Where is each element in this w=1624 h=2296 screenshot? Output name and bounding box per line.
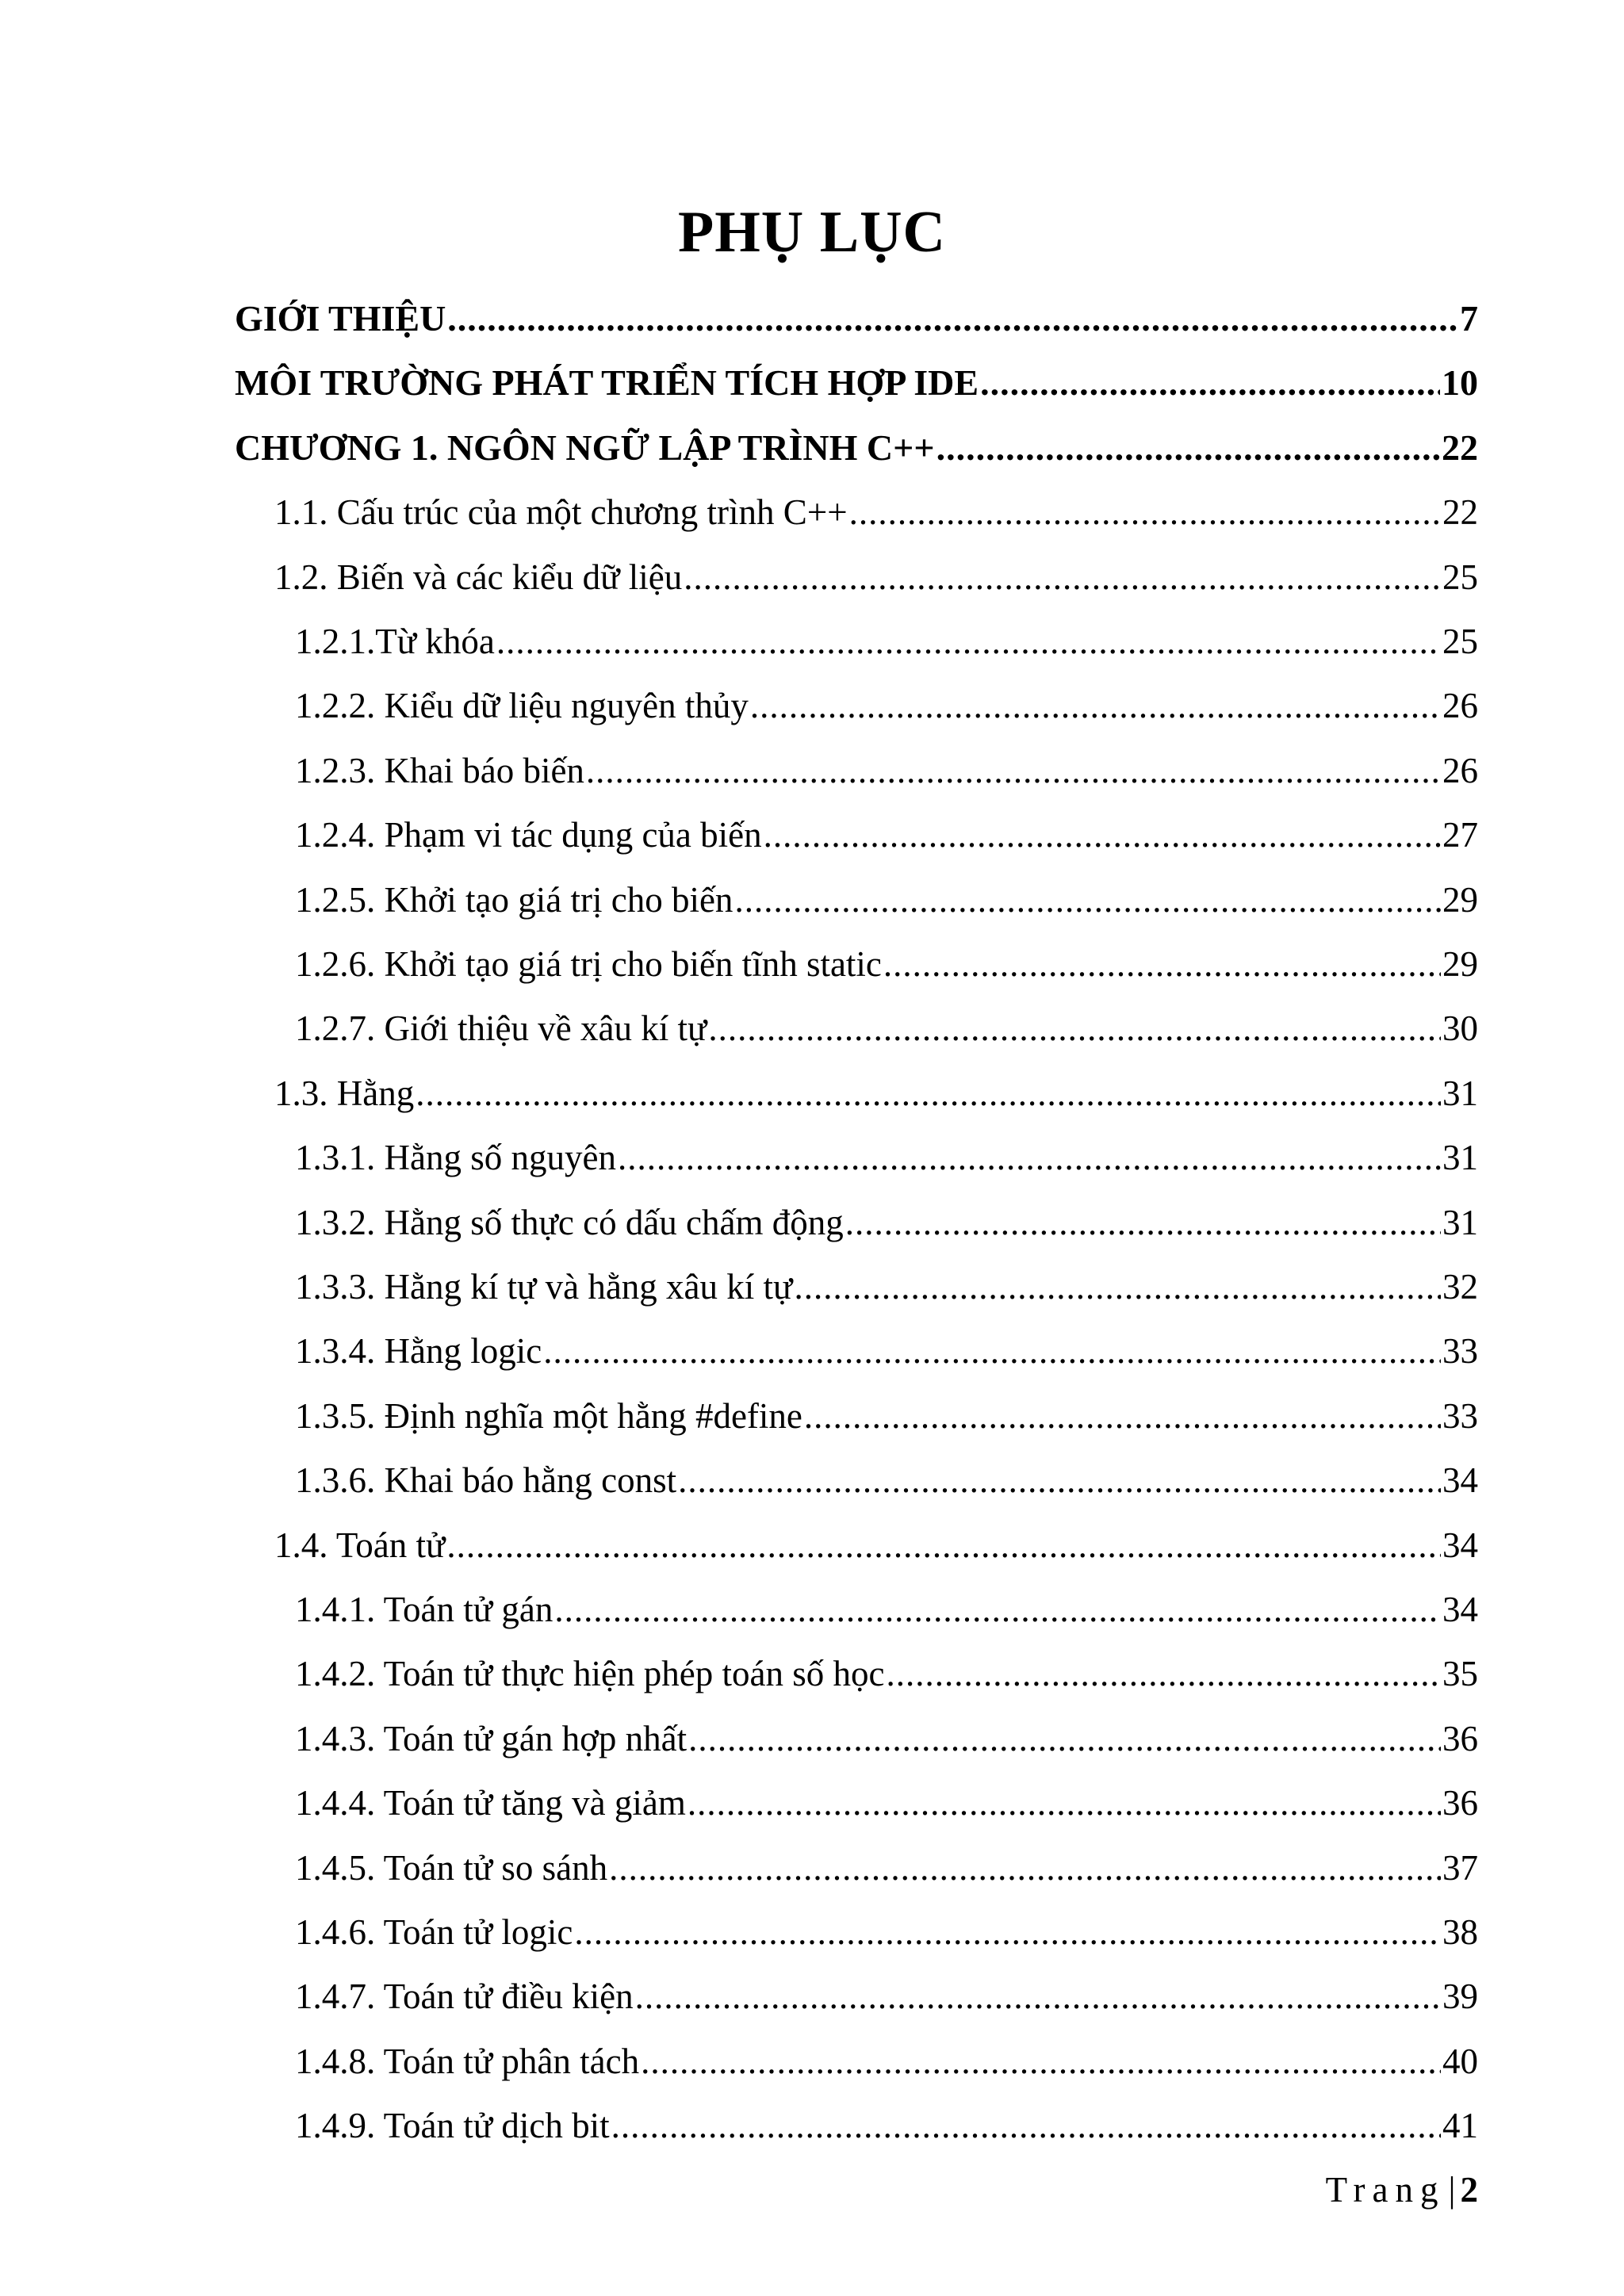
toc-entry[interactable] <box>295 1715 1478 1762</box>
toc-entry[interactable] <box>295 811 1478 859</box>
toc-entry[interactable] <box>295 1199 1478 1246</box>
toc-entry-page: 26 <box>1442 751 1478 790</box>
toc-entry-label: 1.3.3. Hằng kí tự và hằng xâu kí tự <box>295 1267 793 1307</box>
toc-dot-leader <box>586 747 1441 794</box>
toc-entry-label: 1.3.5. Định nghĩa một hằng #define <box>295 1396 802 1436</box>
toc-entry-label: 1.4.9. Toán tử dịch bit <box>295 2106 610 2145</box>
toc-entry-page: 29 <box>1442 944 1478 984</box>
toc-entry-page: 10 <box>1442 362 1478 403</box>
toc-entry[interactable] <box>295 747 1478 794</box>
toc-entry[interactable] <box>295 1908 1478 1956</box>
toc-dot-leader <box>794 1263 1441 1311</box>
toc-entry-page: 33 <box>1442 1331 1478 1371</box>
toc-entry-label: 1.4.6. Toán tử logic <box>295 1912 573 1952</box>
toc-entry[interactable] <box>274 488 1478 536</box>
toc-entry-label: 1.2.5. Khởi tạo giá trị cho biến <box>295 880 733 920</box>
toc-dot-leader <box>936 424 1440 472</box>
toc-entry[interactable] <box>295 2038 1478 2085</box>
toc-entry-label: 1.2. Biến và các kiểu dữ liệu <box>274 557 683 597</box>
toc-dot-leader <box>678 1456 1441 1504</box>
toc-entry-label: 1.3.2. Hằng số thực có dấu chấm động <box>295 1203 844 1242</box>
toc-dot-leader <box>688 1715 1441 1762</box>
toc-entry-label: 1.3.1. Hằng số nguyên <box>295 1138 616 1177</box>
toc-entry[interactable] <box>295 1650 1478 1697</box>
toc-entry-page: 36 <box>1442 1783 1478 1823</box>
toc-entry-label: 1.4.7. Toán tử điều kiện <box>295 1976 634 2016</box>
toc-dot-leader <box>750 682 1441 729</box>
toc-dot-leader <box>496 618 1441 665</box>
toc-entry[interactable] <box>295 1134 1478 1181</box>
toc-entry[interactable] <box>235 424 1478 472</box>
page-title: PHỤ LỤC <box>678 200 946 265</box>
toc-entry-label: MÔI TRƯỜNG PHÁT TRIỂN TÍCH HỢP IDE <box>235 362 979 403</box>
toc-entry-label: 1.3.6. Khai báo hằng const <box>295 1460 677 1500</box>
toc-entry-page: 34 <box>1442 1525 1478 1565</box>
toc-dot-leader <box>849 488 1441 536</box>
toc-dot-leader <box>447 295 1458 342</box>
toc-dot-leader <box>554 1586 1441 1633</box>
toc-entry-label: 1.2.4. Phạm vi tác dụng của biến <box>295 815 762 855</box>
toc-entry-page: 33 <box>1442 1396 1478 1436</box>
toc-dot-leader <box>688 1779 1441 1827</box>
toc-entry[interactable] <box>274 1521 1478 1569</box>
toc-dot-leader <box>641 2038 1441 2085</box>
toc-entry-label: 1.4. Toán tử <box>274 1525 446 1565</box>
footer-page-number: 2 <box>1460 2170 1478 2210</box>
toc-entry[interactable] <box>235 295 1478 342</box>
toc-entry-label: 1.4.1. Toán tử gán <box>295 1590 553 1629</box>
toc-entry-page: 29 <box>1442 880 1478 920</box>
footer-separator: | <box>1448 2170 1456 2210</box>
toc-entry-page: 31 <box>1442 1203 1478 1242</box>
footer-label: Trang <box>1325 2170 1446 2210</box>
toc-dot-leader <box>618 1134 1441 1181</box>
toc-entry[interactable] <box>295 1327 1478 1375</box>
toc-entry[interactable] <box>295 1779 1478 1827</box>
toc-entry-label: 1.3.4. Hằng logic <box>295 1331 542 1371</box>
toc-entry[interactable] <box>295 1973 1478 2020</box>
toc-entry-page: 37 <box>1442 1848 1478 1888</box>
toc-entry-page: 39 <box>1442 1976 1478 2016</box>
toc-dot-leader <box>734 876 1441 924</box>
toc-entry[interactable] <box>295 1586 1478 1633</box>
toc-dot-leader <box>574 1908 1441 1956</box>
toc-entry[interactable] <box>295 940 1478 988</box>
toc-entry-label: 1.2.7. Giới thiệu về xâu kí tự <box>295 1008 707 1048</box>
toc-entry-page: 31 <box>1442 1073 1478 1113</box>
toc-entry[interactable] <box>295 876 1478 924</box>
toc-entry-page: 38 <box>1442 1912 1478 1952</box>
toc-dot-leader <box>684 553 1441 601</box>
toc-entry-page: 31 <box>1442 1138 1478 1177</box>
toc-dot-leader <box>883 940 1441 988</box>
toc-entry-label: 1.2.3. Khai báo biến <box>295 751 584 790</box>
toc-entry-page: 30 <box>1442 1008 1478 1048</box>
toc-entry-label: 1.2.1.Từ khóa <box>295 622 495 661</box>
toc-entry-page: 25 <box>1442 557 1478 597</box>
toc-entry-page: 34 <box>1442 1460 1478 1500</box>
toc-entry-label: 1.4.3. Toán tử gán hợp nhất <box>295 1719 688 1758</box>
toc-dot-leader <box>635 1973 1441 2020</box>
toc-entry[interactable] <box>274 1070 1478 1117</box>
toc-dot-leader <box>980 359 1440 407</box>
toc-dot-leader <box>845 1199 1441 1246</box>
toc-entry[interactable] <box>295 2102 1478 2149</box>
toc-dot-leader <box>764 811 1441 859</box>
toc-entry-label: CHƯƠNG 1. NGÔN NGỮ LẬP TRÌNH C++ <box>235 427 935 468</box>
toc-entry-page: 26 <box>1442 686 1478 725</box>
toc-entry-label: 1.2.6. Khởi tạo giá trị cho biến tĩnh static <box>295 944 882 984</box>
toc-entry[interactable] <box>274 553 1478 601</box>
toc-entry-label: 1.1. Cấu trúc của một chương trình C++ <box>274 492 848 532</box>
toc-dot-leader <box>708 1004 1441 1052</box>
toc-dot-leader <box>804 1392 1441 1440</box>
toc-entry-label: 1.4.4. Toán tử tăng và giảm <box>295 1783 686 1823</box>
toc-dot-leader <box>886 1650 1441 1697</box>
toc-entry-label: GIỚI THIỆU <box>235 298 446 339</box>
toc-entry-label: 1.4.2. Toán tử thực hiện phép toán số học <box>295 1654 885 1693</box>
toc-entry-page: 7 <box>1460 298 1478 339</box>
toc-entry[interactable] <box>295 1456 1478 1504</box>
toc-entry-page: 25 <box>1442 622 1478 661</box>
toc-entry-page: 32 <box>1442 1267 1478 1307</box>
toc-entry-label: 1.4.8. Toán tử phân tách <box>295 2042 640 2081</box>
toc-entry-page: 22 <box>1442 427 1478 468</box>
toc-entry-page: 40 <box>1442 2042 1478 2081</box>
toc-dot-leader <box>416 1070 1441 1117</box>
toc-entry-page: 35 <box>1442 1654 1478 1693</box>
toc-entry[interactable] <box>295 1844 1478 1892</box>
toc-entry-page: 22 <box>1442 492 1478 532</box>
toc-entry[interactable] <box>235 359 1478 407</box>
toc-entry[interactable] <box>295 1392 1478 1440</box>
toc-entry-page: 41 <box>1442 2106 1478 2145</box>
toc-entry[interactable] <box>295 1263 1478 1311</box>
toc-dot-leader <box>611 2102 1441 2149</box>
toc-entry[interactable] <box>295 1004 1478 1052</box>
toc-dot-leader <box>609 1844 1441 1892</box>
toc-dot-leader <box>543 1327 1441 1375</box>
toc-entry-label: 1.3. Hằng <box>274 1073 415 1113</box>
toc-dot-leader <box>446 1521 1441 1569</box>
toc-entry-page: 36 <box>1442 1719 1478 1758</box>
toc-entry[interactable] <box>295 682 1478 729</box>
toc-entry[interactable] <box>295 618 1478 665</box>
toc-entry-page: 34 <box>1442 1590 1478 1629</box>
page-footer <box>1326 2166 1478 2214</box>
toc-entry-label: 1.4.5. Toán tử so sánh <box>295 1848 608 1888</box>
toc-entry-label: 1.2.2. Kiểu dữ liệu nguyên thủy <box>295 686 749 725</box>
toc-entry-page: 27 <box>1442 815 1478 855</box>
